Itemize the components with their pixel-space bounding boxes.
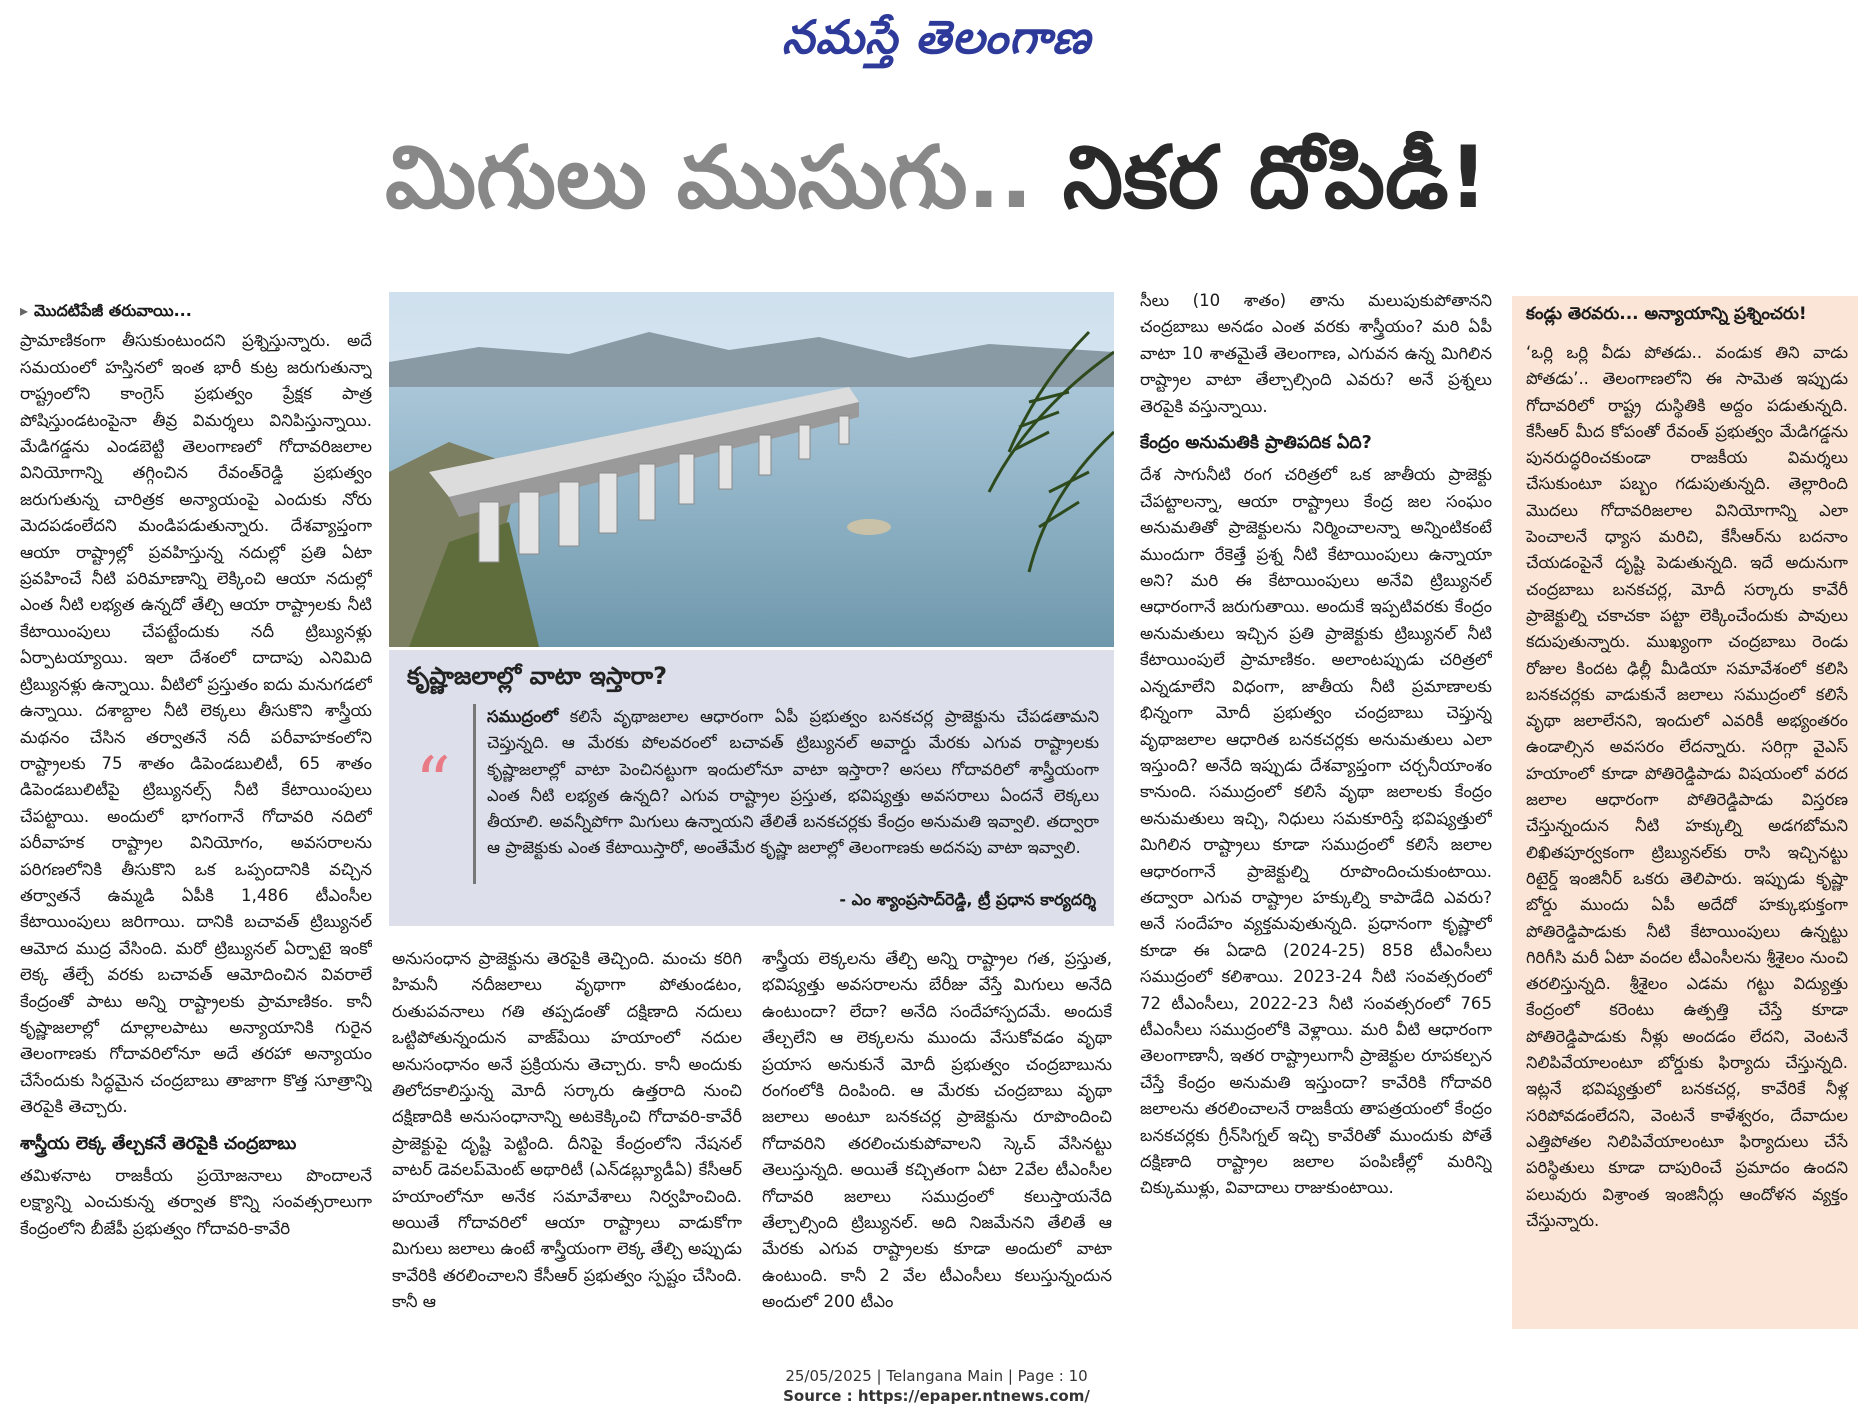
dam-photo — [389, 292, 1114, 647]
headline-part2: నికర దోపిడీ! — [1062, 128, 1488, 228]
col4-subheading: కేంద్రం అనుమతికి ప్రాతిపదిక ఏది? — [1140, 433, 1372, 454]
article-column-4 — [1140, 288, 1492, 1336]
col1-subheading: శాస్త్రీయ లెక్క తేల్చకనే తెరపైకి చంద్రబాబు — [20, 1133, 297, 1154]
masthead-logo: నమస్తే తెలంగాణ — [781, 10, 1092, 64]
continued-label: ▸ మొదటిపేజీ తరువాయి... — [20, 301, 192, 320]
sidebar-title: కండ్లు తెరవరు... అన్యాయాన్ని ప్రశ్నించరు! — [1526, 304, 1807, 324]
quote-box — [389, 650, 1114, 926]
quote-title: కృష్ణాజలాల్లో వాటా ఇస్తారా? — [407, 662, 668, 690]
col1-paragraph-2: తమిళనాట రాజకీయ ప్రయోజనాలు పొందాలనే లక్ష్యాన్ని ఎంచుకున్న తర్వాత కొన్ని సంవత్సరాలుగా కేంద్రంలోని బీజేపీ ప్రభుత్వం గోదావరి-కావేరి — [20, 1166, 372, 1238]
footer-source-link[interactable]: Source : https://epaper.ntnews.com/ — [783, 1387, 1090, 1405]
quote-icon: “ — [415, 742, 451, 824]
col4-paragraph-1: సీలు (10 శాతం) తాను మలుపుకుపోతానని చంద్రబాబు అనడం ఎంత వరకు శాస్త్రీయం? మరి ఏపీ వాటా 10 శాతమైతే తెలంగాణ, ఎగువన ఉన్న మిగిలిన రాష్ట్రాల వాటా తేల్చాల్సింది ఎవరు? అనే ప్రశ్నలు తెరపైకి వస్తున్నాయి. — [1140, 291, 1492, 416]
quote-body: కలిసే వృథాజలాల ఆధారంగా ఏపీ ప్రభుత్వం బనకచర్ల ప్రాజెక్టును చేపడతామని చెప్తున్నది. ఆ మేరకు పోలవరంలో బచావత్ ట్రిబ్యునల్ అవార్డు మేరకు ఎగువ రాష్ట్రాలకు కృష్ణాజలాల్లో వాటా పెంచినట్టుగా ఇందులోనూ వాటా ఇస్తారా? అసలు గోదావరిలో శాస్త్రీయంగా ఎంత నీటి లభ్యత ఉన్నది? ఎగువ రాష్ట్రాల ప్రస్తుత, భవిష్యత్తు అవసరాలు ఏందనే లెక్కలు తీయాలి. అవన్నీపోగా మిగులు ఉన్నాయని తేలితే బనకచర్లకు కేంద్రం అనుమతి ఇవ్వాలి. తద్వారా ఆ ప్రాజెక్టుకు ఎంత కేటాయిస్తారో, అంతేమేర కృష్ణా జలాల్లో తెలంగాణకు అదనపు వాటా ఇవ్వాలి. — [487, 707, 1099, 858]
quote-divider — [473, 704, 476, 884]
sidebar-box — [1512, 296, 1858, 1329]
main-headline — [20, 128, 1853, 249]
quote-text — [487, 704, 1099, 862]
col2-paragraph: అనుసంధాన ప్రాజెక్టును తెరపైకి తెచ్చింది. మంచు కరిగి హిమనీ నదీజలాలు వృథాగా పోతుండటం, రుతుపవనాలు గతి తప్పడంతో దక్షిణాది నదులు ఒట్టిపోతున్నందున వాజ్‌పేయి హయాంలో నదుల అనుసంధానం అనే ప్రక్రియను తెచ్చారు. కానీ అందుకు తిలోదకాలిస్తున్న మోదీ సర్కారు ఉత్తరాది నుంచి దక్షిణాదికి అనుసంధానాన్ని అటకెక్కించి గోదావరి-కావేరీ ప్రాజెక్టుపై దృష్టి పెట్టింది. దీనిపై కేంద్రంలోని నేషనల్ వాటర్ డెవలప్‌మెంట్ అథారిటీ (ఎన్‌డబ్ల్యూడీఏ) కేసీఆర్ హయాంలోనూ అనేక సమావేశాలు నిర్వహించింది. అయితే గోదావరిలో ఆయా రాష్ట్రాలు వాడుకోగా మిగులు జలాలు ఉంటే శాస్త్రీయంగా లెక్క తేల్చి అప్పుడు కావేరికి తరలించాలని కేసీఆర్ ప్రభుత్వం స్పష్టం చేసింది. కానీ ఆ — [392, 949, 742, 1312]
chevron-right-icon: ▸ — [20, 301, 29, 320]
sidebar-text: ‘ఒర్లి ఒర్లి వీడు పోతడు.. వండుక తిని వాడు పోతడు’.. తెలంగాణలోని ఈ సామెత ఇప్పుడు గోదావరిలో రాష్ట్ర దుస్థితికి అద్దం పడుతున్నది. కేసీఆర్ మీద కోపంతో రేవంత్ ప్రభుత్వం మేడిగడ్డను పునరుద్ధరించకుండా రాజకీయ విమర్శలు చేసుకుంటూ పబ్బం గడుపుతున్నది. తెల్లారింది మొదలు గోదావరిజలాల వినియోగాన్ని ఎలా పెంచాలనే ధ్యాస మరిచి, కేసీఆర్‌ను బదనాం చేయడంపైనే దృష్టి పెడుతున్నది. ఇదే అదునుగా చంద్రబాబు బనకచర్ల, మోదీ సర్కారు కావేరీ ప్రాజెక్టుల్ని చకాచకా పట్టా లెక్కించేందుకు పావులు కదుపుతున్నారు. ముఖ్యంగా చంద్రబాబు రెండు రోజుల కిందట ఢిల్లీ మీడియా సమావేశంలో కలిసి బనకచర్లకు వాడుకునే జలాలు సముద్రంలో కలిసే వృథా జలాలేనని, ఇందులో ఎవరికీ అభ్యంతరం ఉండాల్సిన అవసరం లేదన్నారు. సరిగ్గా వైఎస్ హయాంలో కూడా పోతిరెడ్డిపాడు విషయంలో వరద జలాల ఆధారంగా పోతిరెడ్డిపాడు విస్తరణ చేస్తున్నందున నీటి హక్కుల్ని అడగబోమని లిఖితపూర్వకంగా ట్రిబ్యునల్‌కు రాసి ఇచ్చినట్టు రిటైర్డ్ ఇంజినీర్ ఒకరు తెలిపారు. ఇప్పుడు కృష్ణా బోర్డు ముందు ఏపీ అదేదో హక్కుభుక్తంగా పోతిరెడ్డిపాడుకు నీటి కేటాయింపులు ఉన్నట్టు గిరిగీసి మరీ ఏటా వందల టీఎంసీలను శ్రీశైలం నుంచి తరలిస్తున్నది. శ్రీశైలం ఎడమ గట్టు విద్యుత్తు కేంద్రంలో కరెంటు ఉత్పత్తి చేస్తే కూడా పోతిరెడ్డిపాడుకు నీళ్లు అందడం లేదని, వెంటనే నిలిపివేయాలంటూ బోర్డుకు ఫిర్యాదు చేస్తున్నది. ఇట్లనే భవిష్యత్తులో బనకచర్ల, కావేరికే నీళ్ల సరిపోవడంలేదని, వెంటనే కాళేశ్వరం, దేవాదుల ఎత్తిపోతల నిలిపివేయాలంటూ ఫిర్యాదులు చేసే పరిస్థితులు కూడా దాపురించే ప్రమాదం ఉందని పలువురు విశ్రాంత ఇంజినీర్లు ఆందోళన వ్యక్తం చేస్తున్నారు. — [1526, 343, 1848, 1230]
article-column-3 — [762, 946, 1112, 1336]
page-footer — [0, 1366, 1873, 1406]
col4-paragraph-2: దేశ సాగునీటి రంగ చరిత్రలో ఒక జాతీయ ప్రాజెక్టు చేపట్టాలన్నా, ఆయా రాష్ట్రాలు కేంద్ర జల సంఘం అనుమతితో ప్రాజెక్టులను నిర్మించాలన్నా అన్నింటికంటే ముందుగా రేకెత్తే ప్రశ్న నీటి కేటాయింపులు ఉన్నాయా అని? మరి ఈ కేటాయింపులు అనేవి ట్రిబ్యునల్ ఆధారంగానే జరుగుతాయి. అందుకే ఇప్పటివరకు కేంద్రం అనుమతులు ఇచ్చిన ప్రతి ప్రాజెక్టుకు ట్రిబ్యునల్ నీటి కేటాయింపులే ప్రామాణికం. అలాంటప్పుడు చరిత్రలో ఎన్నడూలేని విధంగా, జాతీయ నీటి ప్రమాణాలకు భిన్నంగా మోదీ ప్రభుత్వం చంద్రబాబు చెప్తున్న వృథాజలాల ఆధారిత బనకచర్లకు అనుమతులు ఎలా ఇస్తుంది? అనేది ఇప్పుడు దేశవ్యాప్తంగా చర్చనీయాంశం కానుంది. సముద్రంలో కలిసే వృథా జలాలకు కేంద్రం అనుమతులు ఇచ్చి, నిధులు సమకూరిస్తే భవిష్యత్తులో మిగిలిన రాష్ట్రాలు కూడా సముద్రంలో కలిసే జలాల ఆధారంగానే ప్రాజెక్టుల్ని రూపొందించుకుంటాయి. తద్వారా ఎగువ రాష్ట్రాల హక్కుల్ని కాపాడేది ఎవరు? అనే సందేహం వ్యక్తమవుతున్నది. ప్రధానంగా కృష్ణాలో కూడా ఈ ఏడాది (2024-25) 858 టీఎంసీలు సముద్రంలో కలిశాయి. 2023-24 నీటి సంవత్సరంలో 72 టీఎంసీలు, 2022-23 నీటి సంవత్సరంలో 765 టీఎంసీలు సముద్రంలోకి వెళ్లాయి. మరి వీటి ఆధారంగా తెలంగాణానీ, ఇతర రాష్ట్రాలుగానీ ప్రాజెక్టుల రూపకల్పన చేస్తే కేంద్రం అనుమతి ఇస్తుందా? కావేరికి గోదావరి జలాలను తరలించాలనే రాజకీయ తాపత్రయంలో కేంద్రం బనకచర్లకు గ్రీన్‌సిగ్నల్ ఇచ్చి కావేరితో ముందుకు పోతే దక్షిణాది రాష్ట్రాల జలాల పంపిణీల్లో మరిన్ని చిక్కుముళ్లు, వివాదాలు రాజుకుంటాయి. — [1140, 465, 1492, 1198]
article-column-2 — [392, 946, 742, 1336]
quote-lead: సముద్రంలో — [487, 707, 559, 726]
col1-paragraph-1: ప్రామాణికంగా తీసుకుంటుందని ప్రశ్నిస్తున్నారు. అదే సమయంలో హస్తినలో ఇంత భారీ కుట్ర జరుగుతున్నా రాష్ట్రంలోని కాంగ్రెస్ ప్రభుత్వం ప్రేక్షక పాత్ర పోషిస్తుండటంపైనా తీవ్ర విమర్శలు వినిపిస్తున్నాయి. మేడిగడ్డను ఎండబెట్టి తెలంగాణలో గోదావరిజలాల వినియోగాన్ని తగ్గించిన రేవంత్‌రెడ్డి ప్రభుత్వం జరుగుతున్న చారిత్రక అన్యాయంపై ఎందుకు నోరు మెదపడంలేదని మండిపడుతున్నారు. దేశవ్యాప్తంగా ఆయా రాష్ట్రాల్లో ప్రవహిస్తున్న నదుల్లో ప్రతి ఏటా ప్రవహించే నీటి పరిమాణాన్ని లెక్కించి ఆయా నదుల్లో ఎంత నీటి లభ్యత ఉన్నదో తేల్చి ఆయా రాష్ట్రాలకు నీటి కేటాయింపులు చేపట్టేందుకు నదీ ట్రిబ్యునళ్లు ఏర్పాటయ్యాయి. ఇలా దేశంలో దాదాపు ఎనిమిది ట్రిబ్యునళ్లు ఉన్నాయి. వీటిలో ప్రస్తుతం ఐదు మనుగడలో ఉన్నాయి. దశాబ్దాల నీటి లెక్కలు తీసుకొని శాస్త్రీయ మథనం చేసిన తర్వాతనే నదీ పరీవాహకంలోని రాష్ట్రాలకు 75 శాతం డిపెండబులిటీ, 65 శాతం డిపెండబులిటీపై ట్రిబ్యునల్స్ నీటి కేటాయింపులు చేపట్టాయి. అందులో భాగంగానే గోదావరి నదిలో పరీవాహక రాష్ట్రాల వినియోగం, అవసరాలను పరిగణలోనికి తీసుకొని ఒక ఒప్పందానికి వచ్చిన తర్వాతనే ఉమ్మడి ఏపీకి 1,486 టీఎంసీల కేటాయింపులు జరిగాయి. దానికి బచావత్ ట్రిబ్యునల్ ఆమోద ముద్ర వేసింది. మరో ట్రిబ్యునల్ ఏర్పాటై ఇంకో లెక్క తేల్చే వరకు బచావత్ ఆమోదించిన వివరాలే కేంద్రంతో పాటు అన్ని రాష్ట్రాలకు ప్రామాణికం. కానీ కృష్ణాజలాల్లో దూల్లాలపాటు అన్యాయానికి గురైన తెలంగాణకు గోదావరిలోనూ అదే తరహా అన్యాయం చేసేందుకు సిద్ధమైన చంద్రబాబు తాజాగా కొత్త సూత్రాన్ని తెరపైకి తెచ్చారు. — [20, 331, 372, 1117]
col3-paragraph: శాస్త్రీయ లెక్కలను తేల్చి అన్ని రాష్ట్రాల గత, ప్రస్తుత, భవిష్యత్తు అవసరాలను బేరీజు వేస్తే మిగులు అనేది ఉంటుందా? లేదా? అనేది సందేహాస్పదమే. అందుకే తేల్చలేని ఆ లెక్కలను ముందు వేసుకోవడం వృథా ప్రయాస అనుకునే మోదీ ప్రభుత్వం చంద్రబాబును రంగంలోకి దింపింది. ఆ మేరకు చంద్రబాబు వృథా జలాలు అంటూ బనకచర్ల ప్రాజెక్టును రూపొందించి గోదావరిని తరలించుకుపోవాలని స్కెచ్ వేసినట్టు తెలుస్తున్నది. అయితే కచ్చితంగా ఏటా 2వేల టీఎంసీల గోదావరి జలాలు సముద్రంలో కలుస్తాయనేది తేల్చాల్సింది ట్రిబ్యునల్. అది నిజమేనని తేలితే ఆ మేరకు ఎగువ రాష్ట్రాలకు కూడా అందులో వాటా ఉంటుంది. కానీ 2 వేల టీఎంసీలు కలుస్తున్నందున అందులో 200 టీఎం — [762, 949, 1112, 1312]
headline-part1: మిగులు ముసుగు.. — [385, 128, 1033, 228]
article-column-1 — [20, 298, 372, 1333]
footer-date-line: 25/05/2025 | Telangana Main | Page : 10 — [785, 1367, 1088, 1385]
quote-signature: - ఎం శ్యాంప్రసాద్‌రెడ్డి, ట్రీ ప్రధాన కార్యదర్శి — [839, 890, 1096, 909]
dam-photo-illustration — [389, 292, 1114, 647]
